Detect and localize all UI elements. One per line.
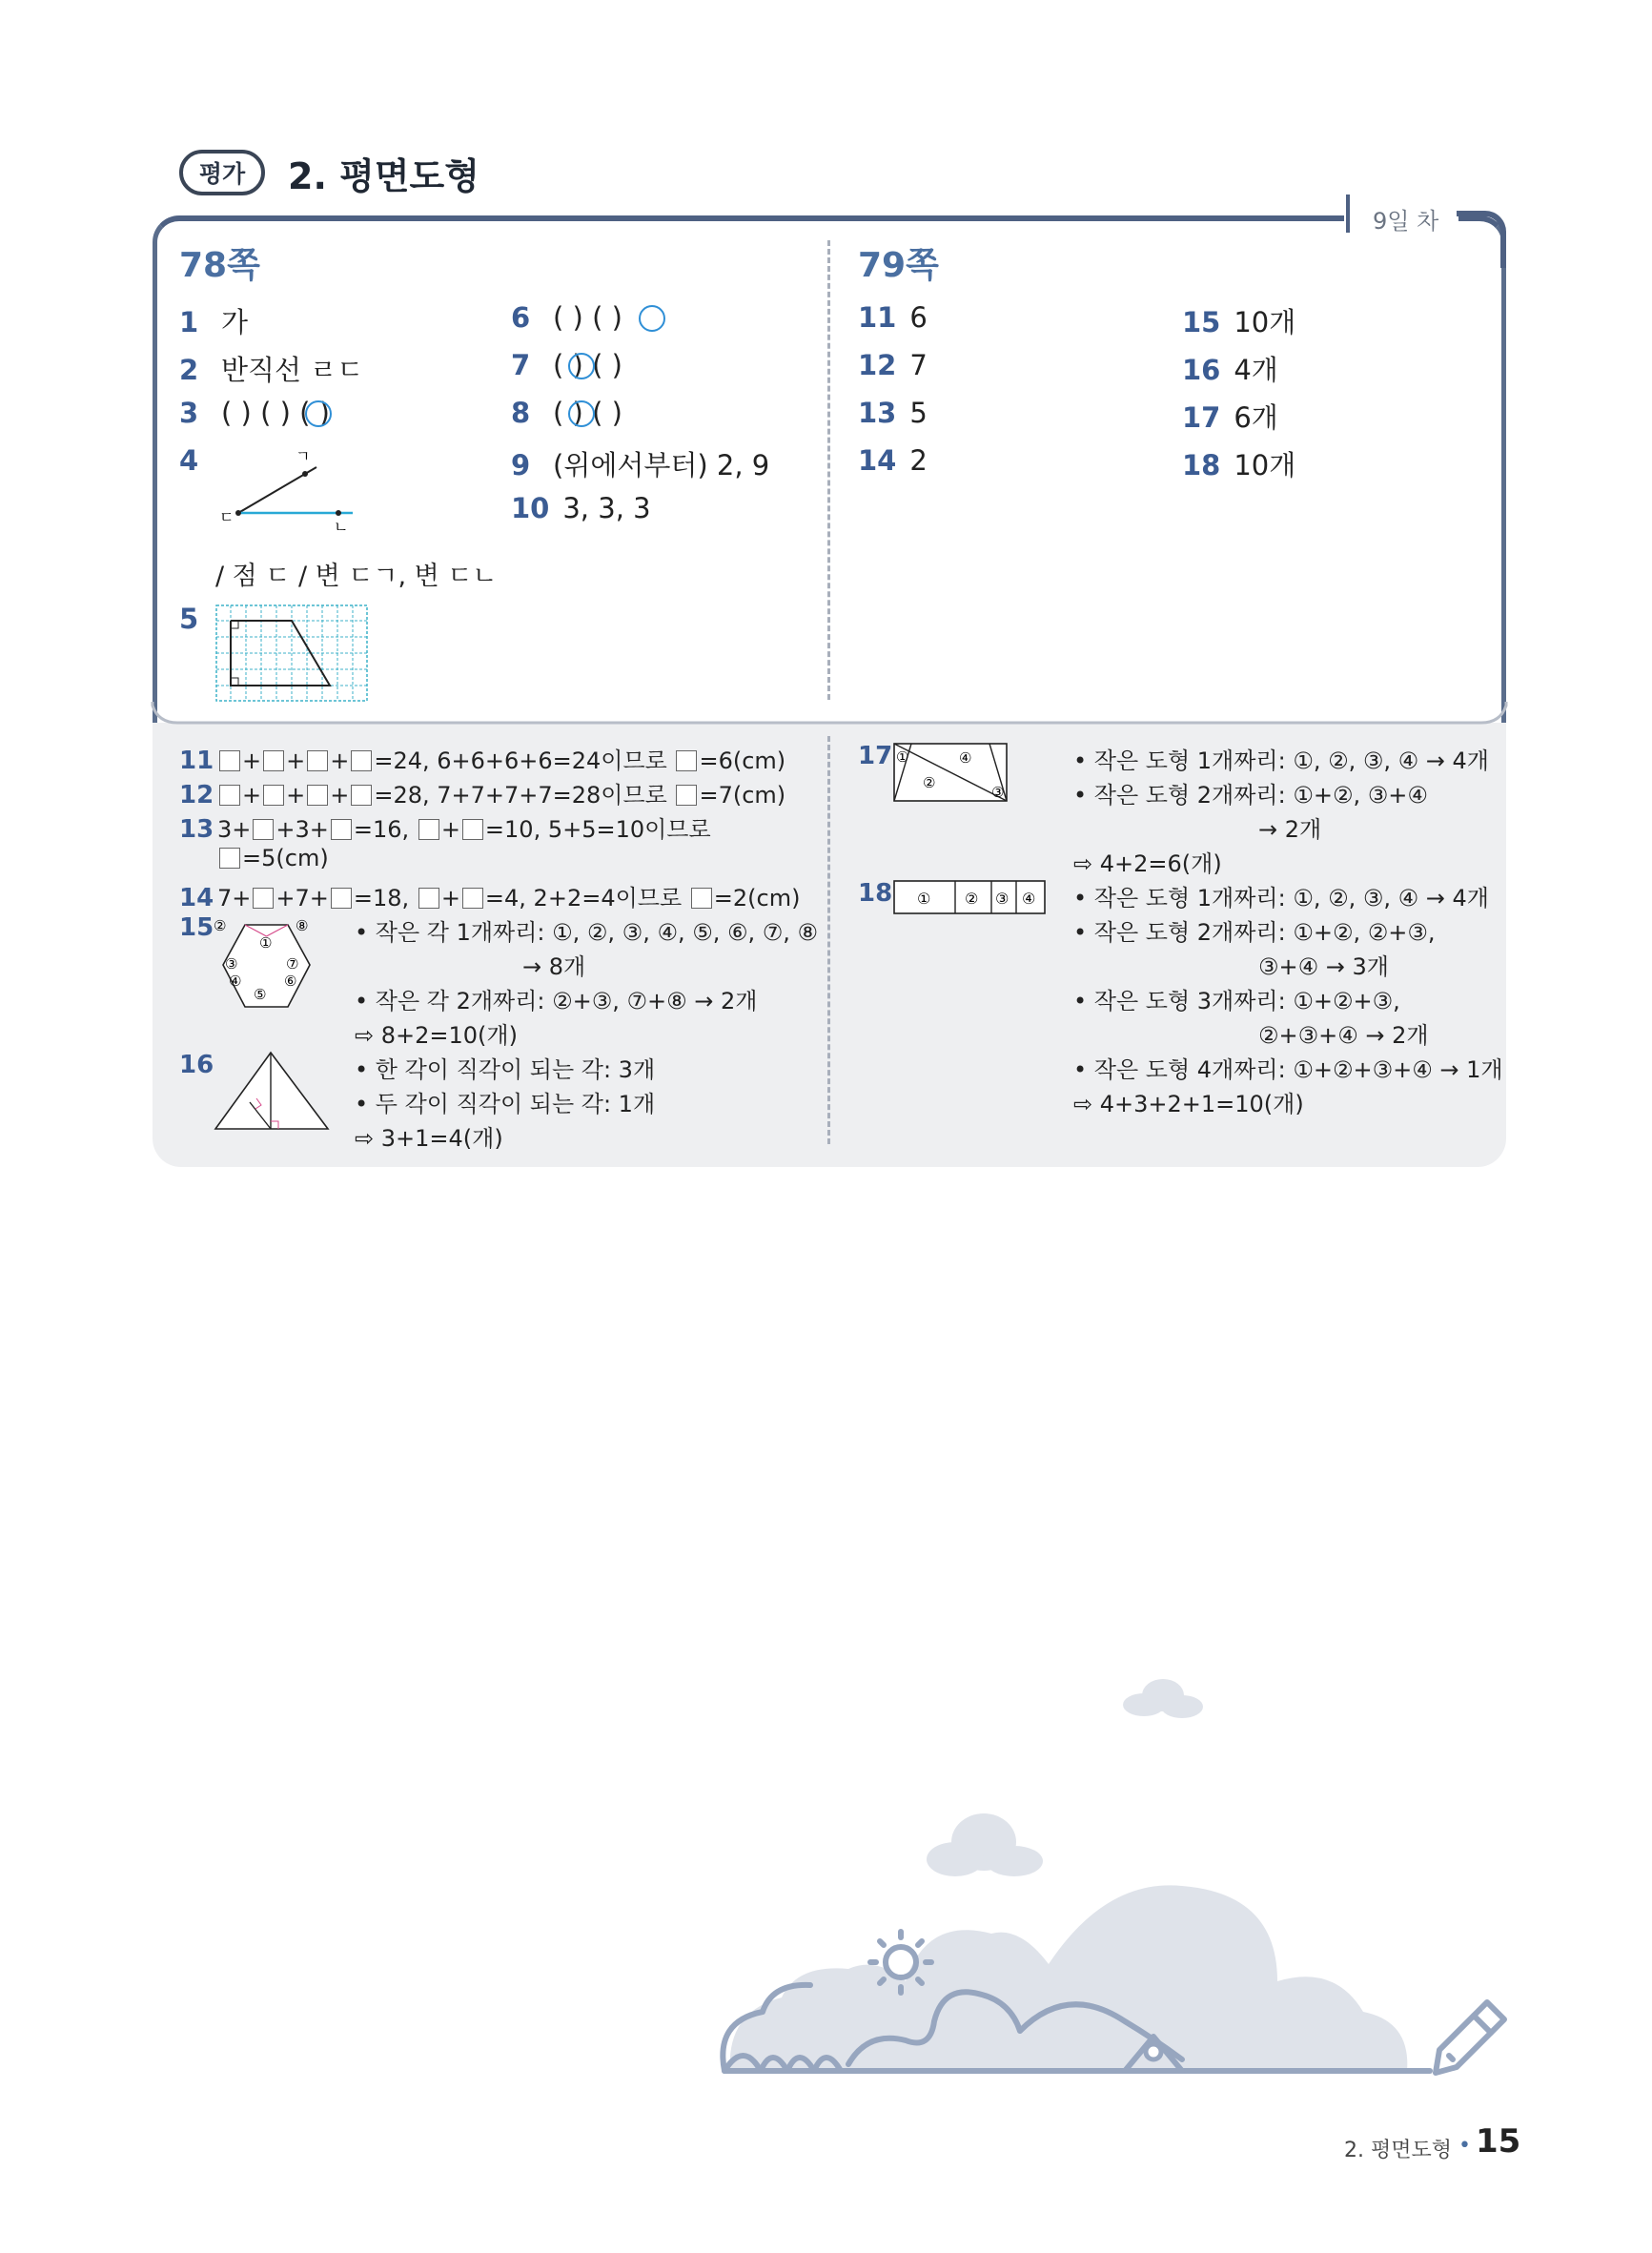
solution-18-line6: • 작은 도형 4개짜리: ①+②+③+④ → 1개 <box>1073 1056 1503 1083</box>
solution-17: 17 <box>858 742 893 770</box>
solution-13: 13 3+ +3+ =16, + =10, 5+5=10이므로 <box>179 815 711 844</box>
solution-15-line4: ⇨ 8+2=10(개) <box>355 1022 518 1049</box>
answer-9: 9 (위에서부터) 2, 9 <box>511 449 770 481</box>
triangle-figure <box>212 1049 336 1133</box>
shape-label: ② <box>965 890 979 908</box>
answer-14: 14 2 <box>858 444 928 477</box>
answer-6: 6 ( ) ( ) <box>511 301 622 334</box>
answer-18: 18 10개 <box>1182 449 1296 481</box>
answer-16: 16 4개 <box>1182 354 1278 386</box>
day-bracket <box>1346 195 1350 233</box>
solution-17-line4: ⇨ 4+2=6(개) <box>1073 850 1222 877</box>
box-transition <box>153 702 1506 730</box>
solution-divider <box>827 736 830 1144</box>
page-number: 15 <box>1476 2122 1521 2161</box>
box-corner <box>1457 211 1506 268</box>
selected-circle <box>639 305 665 332</box>
answer-1: 1 가 <box>179 306 249 338</box>
angle-label: ③ <box>225 955 238 973</box>
selected-circle <box>568 353 595 379</box>
answer-4-text: / 점 ㄷ / 변 ㄷㄱ, 변 ㄷㄴ <box>215 562 498 591</box>
angle-label: ⑧ <box>296 917 309 934</box>
answer-3: 3 ( ) ( ) ( ) <box>179 397 330 429</box>
rectangle-figure-17 <box>892 742 1010 805</box>
hexagon-figure <box>212 915 316 1018</box>
solution-17-line3: → 2개 <box>1258 816 1322 843</box>
page-79-heading: 79쪽 <box>858 246 939 285</box>
rectangle-figure-18 <box>892 879 1047 917</box>
solution-15-line3: • 작은 각 2개짜리: ②+③, ⑦+⑧ → 2개 <box>355 988 758 1014</box>
solution-15-line2: → 8개 <box>522 953 586 980</box>
point-d-label: ㄷ <box>219 508 235 526</box>
solution-11: 11 + + + =24, 6+6+6+6=24이므로 =6(cm) <box>179 747 786 775</box>
answer-5: 5 <box>179 603 199 635</box>
shape-label: ① <box>917 890 931 908</box>
angle-label: ⑥ <box>284 973 297 990</box>
solution-16-line3: ⇨ 3+1=4(개) <box>355 1125 503 1152</box>
answer-13: 13 5 <box>858 397 928 429</box>
answer-7: 7 ( ) ( ) <box>511 349 622 381</box>
shape-label: ① <box>896 748 909 766</box>
answer-8: 8 ( ) ( ) <box>511 397 622 429</box>
solution-18-line1: • 작은 도형 1개짜리: ①, ②, ③, ④ → 4개 <box>1073 885 1489 911</box>
solution-17-line2: • 작은 도형 2개짜리: ①+②, ③+④ <box>1073 782 1428 809</box>
solution-18-line4: • 작은 도형 3개짜리: ①+②+③, <box>1073 988 1400 1014</box>
grid-figure <box>215 604 368 702</box>
point-n-label: ㄴ <box>334 518 349 536</box>
answer-17: 17 6개 <box>1182 401 1278 434</box>
solution-18-line2: • 작은 도형 2개짜리: ①+②, ②+③, <box>1073 919 1436 946</box>
solution-15: 15 <box>179 913 214 942</box>
angle-label: ② <box>214 917 227 934</box>
angle-label: ⑦ <box>286 955 299 973</box>
answer-11: 11 6 <box>858 301 928 334</box>
footer-separator: • <box>1458 2134 1471 2158</box>
chapter-title: 2. 평면도형 <box>288 155 479 197</box>
solution-18-line5: ②+③+④ → 2개 <box>1258 1022 1429 1049</box>
solution-13-cont: =5(cm) <box>217 845 329 871</box>
solution-16: 16 <box>179 1051 214 1079</box>
shape-label: ② <box>923 774 936 791</box>
angle-label: ① <box>259 934 273 952</box>
shape-label: ④ <box>959 749 972 767</box>
solution-18-line3: ③+④ → 3개 <box>1258 953 1389 980</box>
answer-15: 15 10개 <box>1182 306 1296 338</box>
angle-figure <box>210 447 362 536</box>
answer-2: 2 반직선 ㄹㄷ <box>179 354 364 386</box>
solution-17-line1: • 작은 도형 1개짜리: ①, ②, ③, ④ → 4개 <box>1073 748 1489 774</box>
point-g-label: ㄱ <box>296 447 311 465</box>
answer-12: 12 7 <box>858 349 928 381</box>
solution-14: 14 7+ +7+ =18, + =4, 2+2=4이므로 =2(cm) <box>179 884 801 912</box>
solution-18-line7: ⇨ 4+3+2+1=10(개) <box>1073 1091 1304 1117</box>
shape-label: ④ <box>1022 890 1036 908</box>
shape-label: ③ <box>991 784 1005 801</box>
angle-label: ④ <box>229 973 242 990</box>
solution-15-line1: • 작은 각 1개짜리: ①, ②, ③, ④, ⑤, ⑥, ⑦, ⑧ <box>355 919 819 946</box>
evaluation-badge: 평가 <box>179 150 265 195</box>
answer-4: 4 <box>179 444 199 477</box>
cloud-illustration <box>705 1678 1525 2098</box>
footer-chapter: 2. 평면도형 <box>1344 2139 1452 2162</box>
angle-label: ⑤ <box>254 986 267 1003</box>
column-divider <box>827 240 830 700</box>
day-label: 9일 차 <box>1373 208 1439 235</box>
answer-10: 10 3, 3, 3 <box>511 492 651 524</box>
solution-16-line2: • 두 각이 직각이 되는 각: 1개 <box>355 1091 656 1117</box>
page-78-heading: 78쪽 <box>179 246 260 285</box>
selected-circle <box>568 400 595 427</box>
solution-18: 18 <box>858 879 893 908</box>
solution-16-line1: • 한 각이 직각이 되는 각: 3개 <box>355 1056 656 1083</box>
shape-label: ③ <box>995 890 1010 908</box>
selected-circle <box>305 400 332 427</box>
solution-12: 12 + + + =28, 7+7+7+7=28이므로 =7(cm) <box>179 781 786 809</box>
